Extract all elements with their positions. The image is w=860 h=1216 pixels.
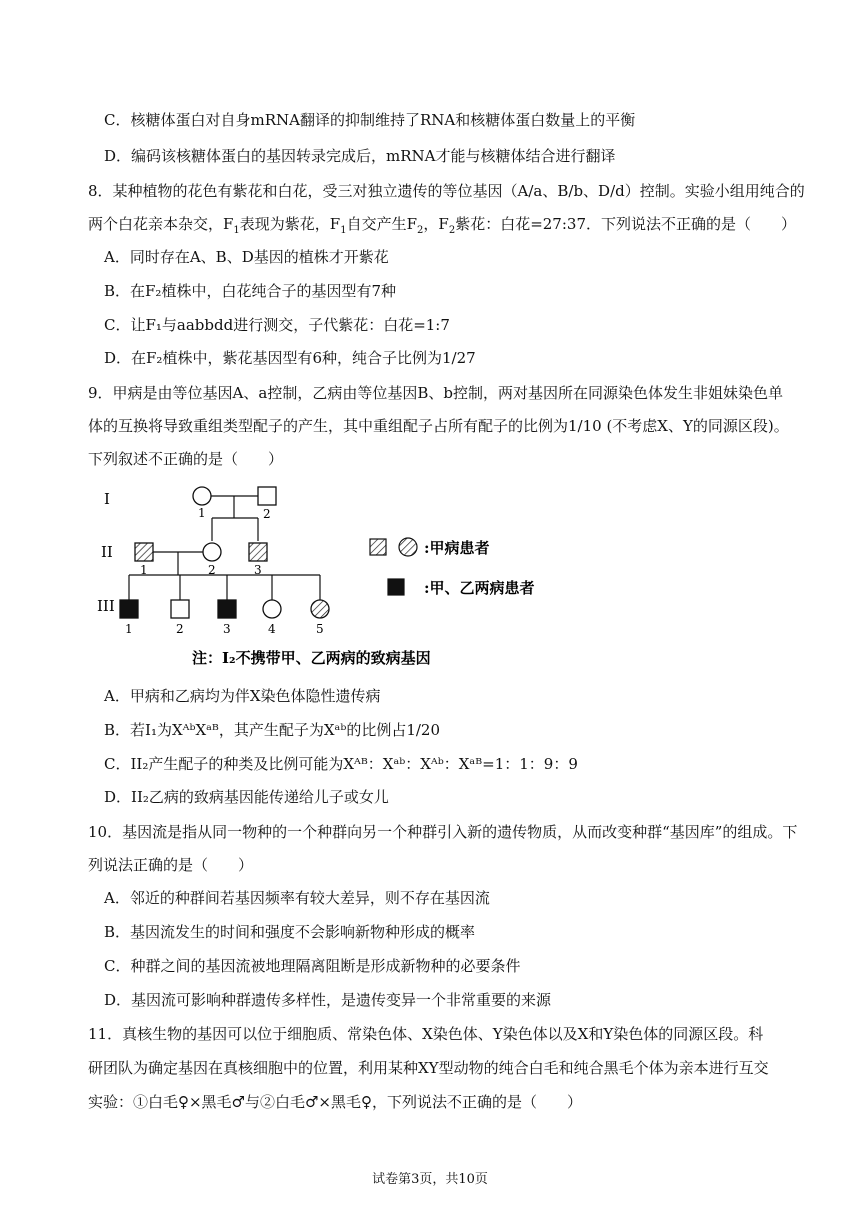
- individual-iii1: [120, 600, 138, 618]
- num-iii5: 5: [316, 622, 324, 636]
- num-iii4: 4: [268, 622, 276, 636]
- q8-stem-line1: 8．某种植物的花色有紫花和白花，受三对独立遗传的等位基因（A/a、B/b、D/d）控制。实验小组用纯合的: [88, 182, 805, 200]
- legend-hatched-square: [370, 539, 386, 555]
- q8-option-a: A．同时存在A、B、D基因的植株才开紫花: [104, 248, 389, 266]
- q8-stem-line2: 两个白花亲本杂交，$F_1$表现为紫花，$F_1$自交产生$F_2$，$F_2$紫花：白花=27:37．下列说法不正确的是（ ）: [88, 215, 796, 236]
- num-i1: 1: [198, 506, 206, 520]
- q10-stem-line1: 10．基因流是指从同一物种的一个种群向另一个种群引入新的遗传物质，从而改变种群“基因库”的组成。下: [88, 823, 798, 841]
- gen-label-iii: III: [97, 597, 115, 615]
- q10-option-a: A．邻近的种群间若基因频率有较大差异，则不存在基因流: [104, 889, 490, 907]
- gen-label-ii: II: [101, 543, 113, 561]
- q9-stem-line3: 下列叙述不正确的是（ ）: [88, 450, 284, 468]
- individual-iii2: [171, 600, 189, 618]
- num-ii1: 1: [140, 563, 148, 577]
- pedigree-figure: [0, 478, 860, 678]
- individual-iii4: [263, 600, 281, 618]
- q11-stem-line2: 研团队为确定基因在真核细胞中的位置，利用某种XY型动物的纯合白毛和纯合黑毛个体为亲本进行互交: [88, 1059, 769, 1077]
- q9-stem-line2: 体的互换将导致重组类型配子的产生，其中重组配子占所有配子的比例为1/10 (不考虑X、Y的同源区段)。: [88, 417, 789, 435]
- q10-option-b: B．基因流发生的时间和强度不会影响新物种形成的概率: [104, 923, 476, 941]
- q9-option-c: C．II₂产生配子的种类及比例可能为Xᴬᴮ：Xᵃᵇ：Xᴬᵇ：Xᵃᴮ=1：1：9：9: [104, 755, 578, 773]
- individual-i2: [258, 487, 276, 505]
- individual-iii5: [311, 600, 329, 618]
- q8-option-b: B．在F₂植株中，白花纯合子的基因型有7种: [104, 282, 396, 300]
- page-footer: 试卷第3页，共10页: [372, 1172, 488, 1187]
- legend-hatched-circle: [399, 538, 417, 556]
- legend-black-square: [388, 579, 404, 595]
- individual-ii1: [135, 543, 153, 561]
- q10-stem-line2: 列说法正确的是（ ）: [88, 856, 254, 874]
- q7-option-c: C．核糖体蛋白对自身mRNA翻译的抑制维持了RNA和核糖体蛋白数量上的平衡: [104, 111, 636, 129]
- q8-option-d: D．在F₂植株中，紫花基因型有6种，纯合子比例为1/27: [104, 349, 476, 367]
- individual-iii3: [218, 600, 236, 618]
- num-iii3: 3: [223, 622, 231, 636]
- q8-option-c: C．让F₁与aabbdd进行测交，子代紫花：白花=1:7: [104, 316, 450, 334]
- num-i2: 2: [263, 507, 271, 521]
- num-iii1: 1: [125, 622, 133, 636]
- legend-both-label: :甲、乙两病患者: [424, 579, 535, 597]
- num-ii3: 3: [254, 563, 262, 577]
- individual-ii3: [249, 543, 267, 561]
- q9-option-d: D．II₂乙病的致病基因能传递给儿子或女儿: [104, 788, 389, 806]
- q11-stem-line3: 实验：①白毛♀×黑毛♂与②白毛♂×黑毛♀，下列说法不正确的是（ ）: [88, 1093, 582, 1111]
- q9-stem-line1: 9．甲病是由等位基因A、a控制，乙病由等位基因B、b控制，两对基因所在同源染色体发生非姐妹染色单: [88, 384, 783, 402]
- q9-option-b: B．若I₁为XᴬᵇXᵃᴮ，其产生配子为Xᵃᵇ的比例占1/20: [104, 721, 441, 739]
- figure-note: 注：I₂不携带甲、乙两病的致病基因: [192, 649, 431, 667]
- legend-jia-label: :甲病患者: [424, 539, 490, 557]
- q7-option-d: D．编码该核糖体蛋白的基因转录完成后，mRNA才能与核糖体结合进行翻译: [104, 147, 616, 165]
- num-iii2: 2: [176, 622, 184, 636]
- q9-option-a: A．甲病和乙病均为伴X染色体隐性遗传病: [104, 687, 381, 705]
- individual-i1: [193, 487, 211, 505]
- num-ii2: 2: [208, 563, 216, 577]
- q10-option-d: D．基因流可影响种群遗传多样性，是遗传变异一个非常重要的来源: [104, 991, 552, 1009]
- q10-option-c: C．种群之间的基因流被地理隔离阻断是形成新物种的必要条件: [104, 957, 521, 975]
- gen-label-i: I: [104, 490, 110, 508]
- q11-stem-line1: 11．真核生物的基因可以位于细胞质、常染色体、X染色体、Y染色体以及X和Y染色体的同源区段。科: [88, 1025, 764, 1043]
- individual-ii2: [203, 543, 221, 561]
